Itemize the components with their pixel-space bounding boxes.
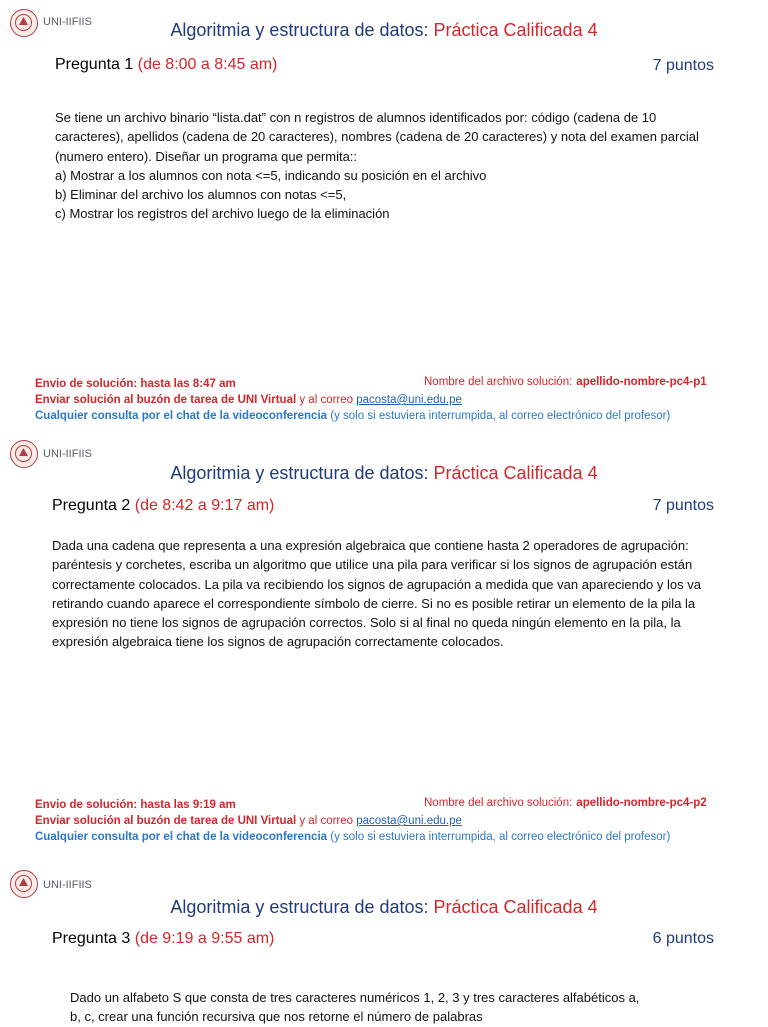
uni-logo-icon — [10, 870, 38, 898]
question-title: Pregunta 1 (de 8:00 a 8:45 am) — [55, 56, 278, 73]
question-text: Dado un alfabeto S que consta de tres caracteres numéricos 1, 2, 3 y tres caracteres alfabéticos a, b, c, crear una función recursiva que nos retorne el número de palabras — [70, 990, 640, 1025]
org-name: UNI-IIFIIS — [43, 879, 92, 891]
email-link[interactable]: pacosta@uni.edu.pe — [356, 815, 462, 827]
course-title: Algoritmia y estructura de datos: Práctica Calificada 4 — [170, 20, 598, 40]
question-title: Pregunta 3 (de 9:19 a 9:55 am) — [52, 930, 275, 947]
course-title: Algoritmia y estructura de datos: Práctica Calificada 4 — [170, 463, 598, 483]
list-item: c) Mostrar los registros del archivo luego de la eliminación — [55, 206, 390, 222]
question-1-slide — [0, 0, 768, 430]
org-name: UNI-IIFIIS — [43, 16, 92, 28]
question-points: 7 puntos — [652, 497, 714, 514]
submission-info: Envio de solución: hasta las 9:19 am Enviar solución al buzón de tarea de UNI Virtual y al correo pacosta@uni.edu.pe Cualquier consulta por el chat de la videoconferencia (y solo si estuviera interrumpida, al correo electrónico del profesor) — [35, 799, 671, 843]
filename-info: Nombre del archivo solución: apellido-nombre-pc4-p2 — [424, 797, 707, 809]
question-title: Pregunta 2 (de 8:42 a 9:17 am) — [52, 497, 275, 514]
question-text: Se tiene un archivo binario “lista.dat” con n registros de alumnos identificados por: código (cadena de 10 caracteres), apellidos (cadena de 20 caracteres), nombres (cadena de 20 caracteres) y nota del examen parcial (numero entero). Diseñar un programa que permita:: a) Mostrar a los alumnos con nota <=5, indicando su posición en el archivo b) Eliminar del archivo los alumnos con notas <=5, c) Mostrar los registros del archivo luego de la eliminación — [55, 108, 720, 224]
question-text: Dada una cadena que representa a una expresión algebraica que contiene hasta 2 operadores de agrupación: paréntesis y corchetes, escriba un algoritmo que utilice una pila para verificar si los signos de agrupación están correctamente colocados. La pila va recibiendo los signos de agrupación a medida que van apareciendo y los va retirando cuando aparece el correspondiente símbolo de cierre. Si no es posible retirar un elemento de la pila la expresión no tiene los signos de agrupación correctos. Solo si al final no queda ningún elemento en la pila, la expresión algebraica tiene los signos de agrupación correctamente colocados. — [52, 538, 701, 650]
question-points: 7 puntos — [652, 57, 714, 74]
submission-info: Envio de solución: hasta las 8:47 am Enviar solución al buzón de tarea de UNI Virtual y al correo pacosta@uni.edu.pe Cualquier consulta por el chat de la videoconferencia (y solo si estuviera interrumpida, al correo electrónico del profesor) — [35, 378, 671, 422]
question-points: 6 puntos — [652, 930, 714, 947]
course-title: Algoritmia y estructura de datos: Práctica Calificada 4 — [170, 897, 598, 917]
list-item: b) Eliminar del archivo los alumnos con notas <=5, — [55, 187, 347, 203]
org-name: UNI-IIFIIS — [43, 448, 92, 460]
email-link[interactable]: pacosta@uni.edu.pe — [356, 394, 462, 406]
question-2-slide — [0, 432, 768, 857]
filename-info: Nombre del archivo solución: apellido-nombre-pc4-p1 — [424, 376, 707, 388]
question-3-slide — [0, 860, 768, 1024]
list-item: a) Mostrar a los alumnos con nota <=5, indicando su posición en el archivo — [55, 167, 487, 183]
task-list — [55, 166, 720, 224]
